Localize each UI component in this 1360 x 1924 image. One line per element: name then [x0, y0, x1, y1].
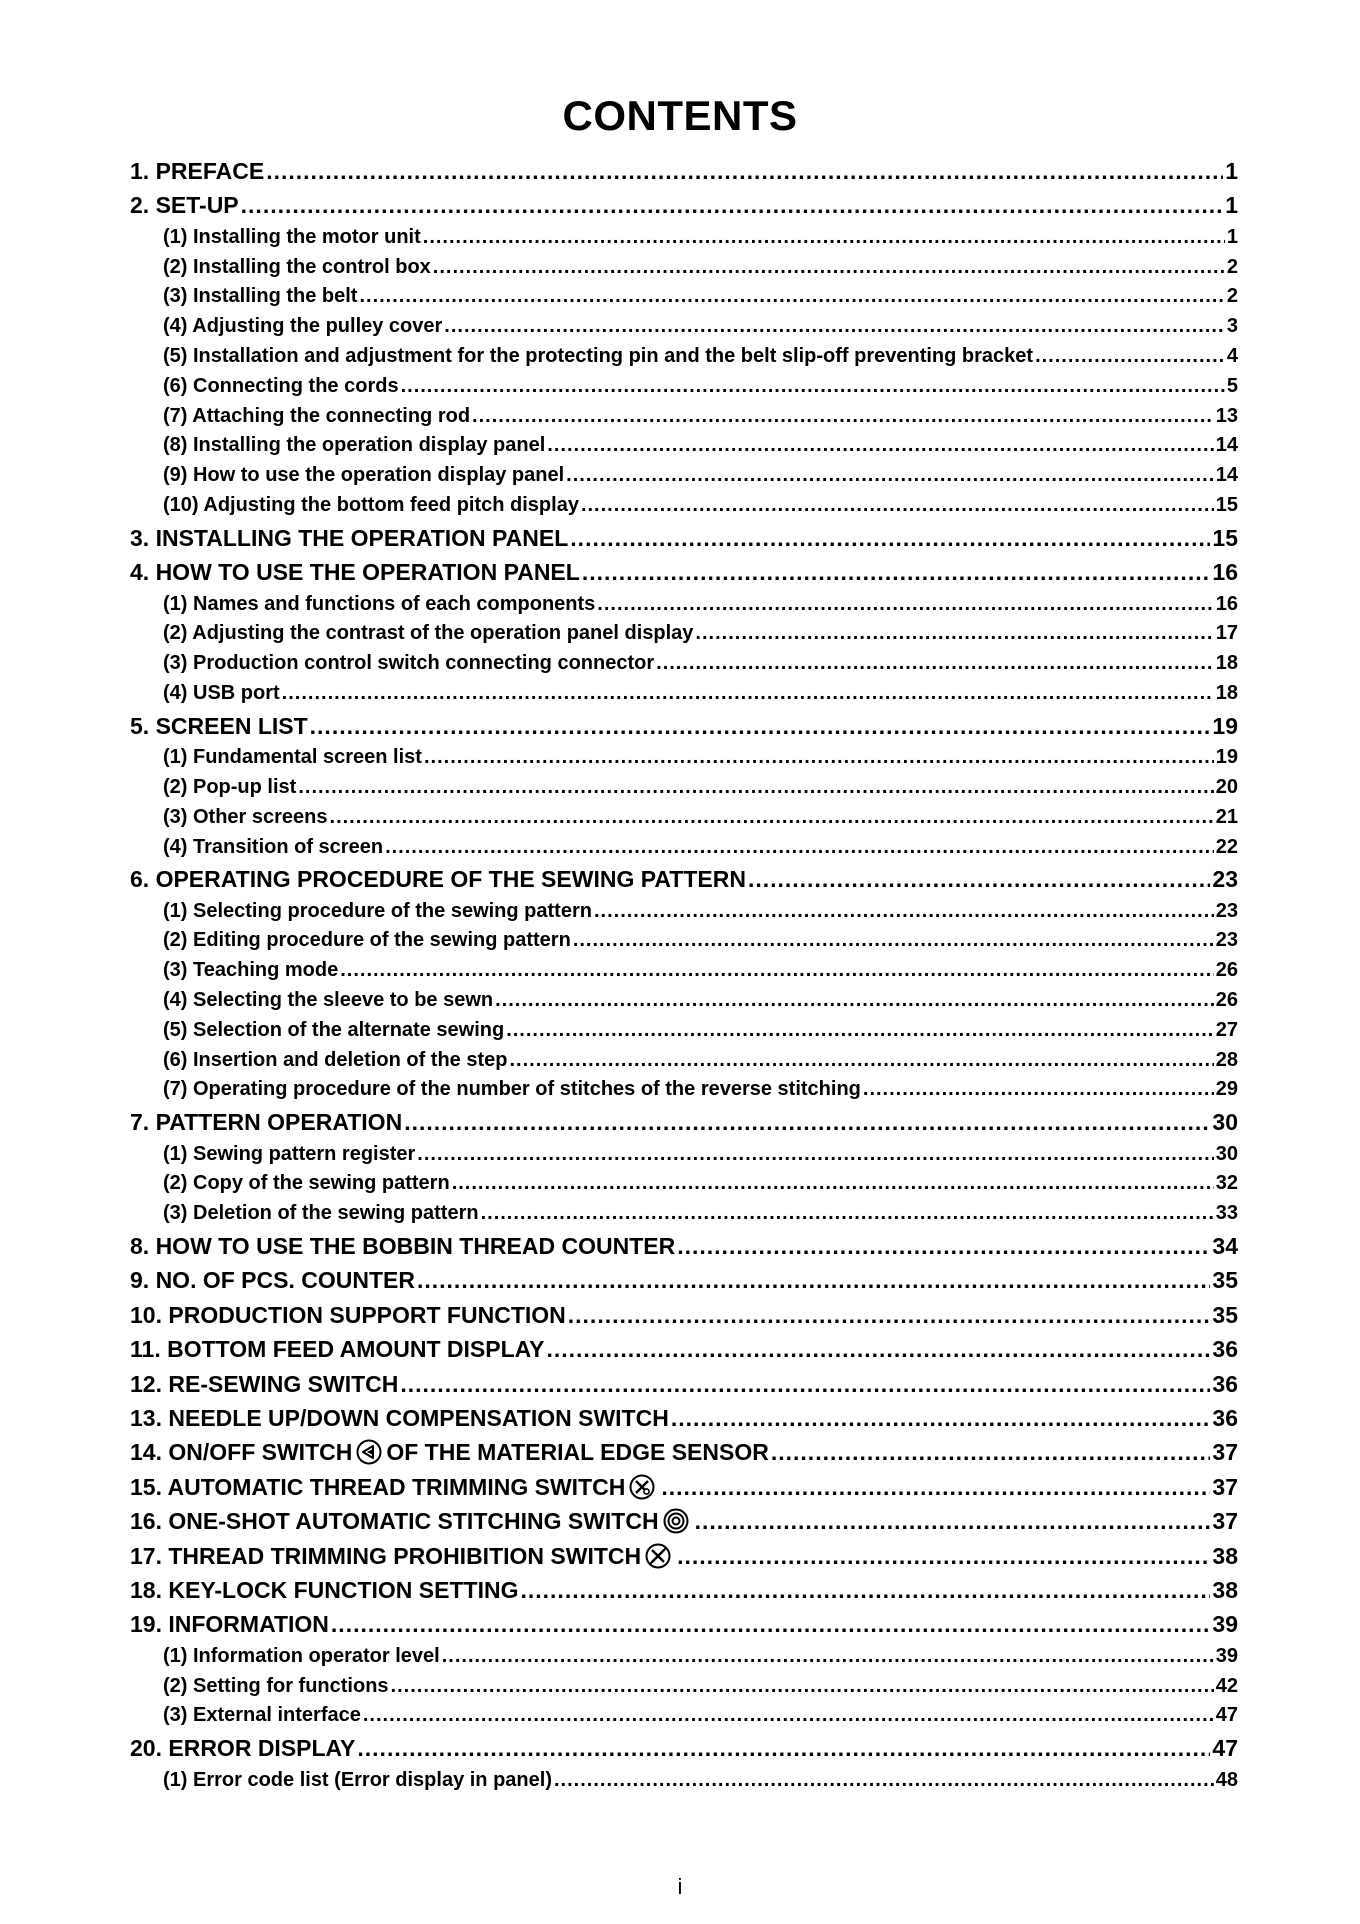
dot-leader: [520, 1573, 1210, 1607]
toc-subsection-entry[interactable]: [130, 619, 1238, 649]
entry-title-text: (1) Installing the motor unit: [163, 225, 421, 248]
entry-title: [130, 555, 580, 589]
entry-title: [163, 803, 328, 833]
entry-page-number: 48: [1215, 1768, 1238, 1791]
toc-section-entry[interactable]: [130, 521, 1238, 555]
entry-title: [130, 1263, 415, 1297]
entry-page-number: 30: [1212, 1109, 1238, 1136]
entry-page-number: 32: [1215, 1172, 1238, 1195]
toc-subsection-entry[interactable]: [130, 491, 1238, 521]
toc-subsection-entry[interactable]: [130, 590, 1238, 620]
entry-title-text: (1) Names and functions of each components: [163, 592, 596, 615]
dot-leader: [656, 649, 1214, 679]
entry-title: [163, 282, 357, 312]
entry-title: [163, 372, 399, 402]
dot-leader: [385, 833, 1214, 863]
entry-page-number: 23: [1215, 899, 1238, 922]
entry-page-number: 2: [1226, 285, 1238, 308]
entry-title-text: 19. INFORMATION: [130, 1611, 329, 1638]
entry-title: [163, 1766, 552, 1796]
dot-leader: [495, 986, 1214, 1016]
entry-title: [163, 743, 422, 773]
entry-title-text: 11. BOTTOM FEED AMOUNT DISPLAY: [130, 1336, 545, 1363]
entry-title: [130, 154, 264, 188]
entry-title-text: 7. PATTERN OPERATION: [130, 1109, 403, 1136]
entry-page-number: 29: [1215, 1078, 1238, 1101]
entry-title-text: (5) Installation and adjustment for the protecting pin and the belt slip-off preventing bracket: [163, 344, 1034, 367]
entry-page-number: 5: [1226, 374, 1238, 397]
entry-title-text: (2) Pop-up list: [163, 775, 297, 798]
entry-title-text: 1. PREFACE: [130, 158, 265, 184]
dot-leader: [452, 1169, 1214, 1199]
entry-title-text: 3. INSTALLING THE OPERATION PANEL: [130, 524, 569, 551]
dot-leader: [677, 1229, 1210, 1263]
entry-page-number: 16: [1215, 592, 1238, 615]
dot-leader: [1035, 342, 1225, 372]
entry-page-number: 36: [1212, 1336, 1238, 1363]
entry-page-number: 47: [1215, 1704, 1238, 1727]
dot-leader: [677, 1539, 1210, 1573]
entry-page-number: 1: [1226, 225, 1238, 248]
entry-page-number: 2: [1226, 255, 1238, 278]
toc-subsection-entry[interactable]: [130, 1642, 1238, 1672]
entry-title: [163, 1046, 507, 1076]
entry-title-text: (1) Selecting procedure of the sewing pattern: [163, 899, 592, 922]
dot-leader: [695, 619, 1213, 649]
toc-subsection-entry[interactable]: [130, 803, 1238, 833]
entry-page-number: 14: [1215, 434, 1238, 457]
entry-title-text: 8. HOW TO USE THE BOBBIN THREAD COUNTER: [130, 1233, 676, 1260]
toc-subsection-entry[interactable]: [130, 1766, 1238, 1796]
entry-title-text: (2) Installing the control box: [163, 255, 431, 278]
toc-subsection-entry[interactable]: [130, 1016, 1238, 1046]
entry-title-text: (7) Attaching the connecting rod: [163, 404, 471, 427]
dot-leader: [695, 1504, 1211, 1538]
toc-section-entry[interactable]: [130, 1539, 1238, 1573]
entry-title-text: (10) Adjusting the bottom feed pitch display: [163, 493, 579, 516]
entry-title: [163, 491, 579, 521]
entry-page-number: 30: [1215, 1142, 1238, 1165]
entry-page-number: 13: [1215, 404, 1238, 427]
entry-title-text: (4) Adjusting the pulley cover: [163, 315, 443, 338]
entry-title: [163, 1672, 389, 1702]
entry-title: [163, 1075, 861, 1105]
entry-page-number: 20: [1215, 775, 1238, 798]
entry-title: [130, 1539, 675, 1573]
dot-leader: [597, 590, 1213, 620]
entry-page-number: 28: [1215, 1048, 1238, 1071]
toc-subsection-entry[interactable]: [130, 282, 1238, 312]
entry-page-number: 35: [1212, 1267, 1238, 1294]
toc-subsection-entry[interactable]: [130, 461, 1238, 491]
dot-leader: [423, 223, 1225, 253]
entry-title: [130, 862, 746, 896]
dot-leader: [357, 1731, 1210, 1765]
toc-section-entry[interactable]: [130, 1470, 1238, 1504]
entry-page-number: 22: [1215, 835, 1238, 858]
entry-page-number: 17: [1215, 622, 1238, 645]
toc-section-entry[interactable]: [130, 1229, 1238, 1263]
entry-page-number: 3: [1226, 315, 1238, 338]
toc-section-entry[interactable]: [130, 1504, 1238, 1538]
entry-title-text: 17. THREAD TRIMMING PROHIBITION SWITCH: [130, 1542, 642, 1569]
entry-title: [163, 223, 421, 253]
dot-leader: [568, 1298, 1211, 1332]
entry-title: [163, 1199, 479, 1229]
entry-page-number: 15: [1212, 524, 1238, 551]
dot-leader: [506, 1016, 1214, 1046]
toc-section-entry[interactable]: [130, 154, 1238, 188]
entry-title: [163, 833, 383, 863]
entry-title-text: (3) External interface: [163, 1704, 361, 1727]
entry-page-number: 39: [1215, 1644, 1238, 1667]
dot-leader: [444, 312, 1225, 342]
entry-title: [163, 986, 493, 1016]
entry-page-number: 19: [1212, 712, 1238, 739]
entry-title-text: 2. SET-UP: [130, 192, 239, 219]
entry-title: [130, 1401, 669, 1435]
entry-title: [130, 1105, 402, 1139]
entry-title-text: (3) Other screens: [163, 805, 328, 828]
dot-leader: [863, 1075, 1214, 1105]
dot-leader: [417, 1263, 1210, 1297]
entry-title-text: 18. KEY-LOCK FUNCTION SETTING: [130, 1576, 519, 1603]
toc-section-entry[interactable]: [130, 1731, 1238, 1765]
toc-subsection-entry[interactable]: [130, 402, 1238, 432]
entry-title-text: (7) Operating procedure of the number of stitches of the reverse stitching: [163, 1078, 861, 1101]
dot-leader: [481, 1199, 1214, 1229]
dot-leader: [671, 1401, 1211, 1435]
entry-title: [163, 1701, 361, 1731]
entry-title: [163, 619, 693, 649]
toc-subsection-entry[interactable]: [130, 372, 1238, 402]
toc-section-entry[interactable]: [130, 188, 1238, 222]
entry-title: [163, 1642, 440, 1672]
entry-page-number: 1: [1225, 192, 1238, 219]
entry-page-number: 1: [1225, 158, 1238, 184]
dot-leader: [340, 956, 1214, 986]
entry-title-text: (2) Copy of the sewing pattern: [163, 1172, 450, 1195]
entry-page-number: 14: [1215, 464, 1238, 487]
entry-page-number: 18: [1215, 681, 1238, 704]
toc-subsection-entry[interactable]: [130, 897, 1238, 927]
entry-title-text: (4) USB port: [163, 681, 280, 704]
entry-page-number: 27: [1215, 1018, 1238, 1041]
entry-title-text: 15. AUTOMATIC THREAD TRIMMING SWITCH: [130, 1473, 626, 1500]
dot-leader: [298, 773, 1213, 803]
entry-title-text: (3) Installing the belt: [163, 285, 358, 308]
dot-leader: [661, 1470, 1210, 1504]
toc-subsection-entry[interactable]: [130, 342, 1238, 372]
entry-page-number: 4: [1226, 344, 1238, 367]
dot-leader: [363, 1701, 1214, 1731]
toc-subsection-entry[interactable]: [130, 743, 1238, 773]
toc-subsection-entry[interactable]: [130, 833, 1238, 863]
toc-subsection-entry[interactable]: [130, 773, 1238, 803]
entry-title-text: 12. RE-SEWING SWITCH: [130, 1370, 399, 1397]
entry-page-number: 37: [1212, 1439, 1238, 1466]
entry-title-text: (9) How to use the operation display panel: [163, 464, 565, 487]
entry-page-number: 26: [1215, 959, 1238, 982]
dot-leader: [401, 372, 1225, 402]
entry-title-text: (2) Setting for functions: [163, 1674, 389, 1697]
entry-page-number: 36: [1212, 1405, 1238, 1431]
toc-subsection-entry[interactable]: [130, 431, 1238, 461]
toc-subsection-entry[interactable]: [130, 1199, 1238, 1229]
entry-title: [130, 1332, 544, 1366]
toc-section-entry[interactable]: [130, 1367, 1238, 1401]
entry-title: [130, 1607, 329, 1641]
toc-subsection-entry[interactable]: [130, 986, 1238, 1016]
dot-leader: [310, 709, 1211, 743]
entry-page-number: 21: [1215, 805, 1238, 828]
entry-title: [163, 1016, 504, 1046]
entry-page-number: 37: [1212, 1508, 1238, 1535]
entry-title: [163, 926, 571, 956]
toc-subsection-entry[interactable]: [130, 926, 1238, 956]
entry-title-text: 5. SCREEN LIST: [130, 712, 308, 739]
dot-leader: [570, 521, 1210, 555]
page-number: i: [677, 1874, 683, 1899]
entry-page-number: 47: [1212, 1735, 1238, 1762]
entry-title-text: (1) Sewing pattern register: [163, 1142, 416, 1165]
toc-section-entry[interactable]: [130, 1263, 1238, 1297]
entry-title-text: 9. NO. OF PCS. COUNTER: [130, 1267, 415, 1294]
entry-page-number: 15: [1215, 493, 1238, 516]
entry-title-text: 14. ON/OFF SWITCH: [130, 1439, 353, 1466]
dot-leader: [417, 1140, 1213, 1170]
entry-page-number: 19: [1215, 746, 1238, 769]
entry-page-number: 18: [1215, 652, 1238, 675]
dot-leader: [433, 253, 1225, 283]
dot-leader: [241, 188, 1224, 222]
toc-section-entry[interactable]: [130, 1401, 1238, 1435]
dot-leader: [266, 154, 1223, 188]
toc-subsection-entry[interactable]: [130, 1046, 1238, 1076]
toc-subsection-entry[interactable]: [130, 312, 1238, 342]
one-shot-stitching-icon: [663, 1508, 689, 1534]
toc-section-entry[interactable]: [130, 709, 1238, 743]
toc-section-entry[interactable]: [130, 1607, 1238, 1641]
dot-leader: [594, 897, 1214, 927]
entry-title-text: (2) Adjusting the contrast of the operation panel display: [163, 622, 694, 645]
entry-title: [130, 1367, 398, 1401]
entry-title: [130, 1470, 659, 1504]
entry-title: [130, 1229, 675, 1263]
dot-leader: [331, 1607, 1210, 1641]
entry-title-text: (2) Editing procedure of the sewing pattern: [163, 929, 571, 952]
entry-title-text: (1) Error code list (Error display in panel): [163, 1768, 552, 1791]
dot-leader: [581, 491, 1214, 521]
dot-leader: [566, 461, 1214, 491]
entry-title-text: (3) Production control switch connecting connector: [163, 652, 655, 675]
entry-page-number: 38: [1212, 1576, 1238, 1603]
entry-title-text: (6) Insertion and deletion of the step: [163, 1048, 508, 1071]
page-title: CONTENTS: [562, 92, 798, 139]
dot-leader: [554, 1766, 1214, 1796]
dot-leader: [400, 1367, 1210, 1401]
entry-title-text: 16. ONE-SHOT AUTOMATIC STITCHING SWITCH: [130, 1508, 659, 1535]
dot-leader: [509, 1046, 1213, 1076]
entry-page-number: 23: [1212, 866, 1238, 893]
entry-page-number: 23: [1215, 929, 1238, 952]
toc-subsection-entry[interactable]: [130, 1701, 1238, 1731]
toc-subsection-entry[interactable]: [130, 253, 1238, 283]
entry-title-text: 4. HOW TO USE THE OPERATION PANEL: [130, 559, 580, 586]
dot-leader: [547, 431, 1213, 461]
dot-leader: [748, 862, 1210, 896]
toc-subsection-entry[interactable]: [130, 1169, 1238, 1199]
entry-title: [163, 342, 1033, 372]
toc-section-entry[interactable]: [130, 862, 1238, 896]
dot-leader: [404, 1105, 1210, 1139]
toc-section-entry[interactable]: [130, 1332, 1238, 1366]
entry-title: [130, 188, 239, 222]
toc-section-entry[interactable]: [130, 1435, 1238, 1469]
entry-title-text: 13. NEEDLE UP/DOWN COMPENSATION SWITCH: [130, 1405, 669, 1431]
entry-title-text: (4) Transition of screen: [163, 835, 384, 858]
entry-title-text-continued: OF THE MATERIAL EDGE SENSOR: [386, 1439, 769, 1466]
entry-title-text: (5) Selection of the alternate sewing: [163, 1018, 505, 1041]
toc-subsection-entry[interactable]: [130, 649, 1238, 679]
entry-page-number: 37: [1212, 1473, 1238, 1500]
toc-subsection-entry[interactable]: [130, 1140, 1238, 1170]
entry-title: [130, 1573, 518, 1607]
entry-page-number: 38: [1212, 1542, 1238, 1569]
entry-page-number: 16: [1212, 559, 1238, 586]
entry-page-number: 26: [1215, 989, 1238, 1012]
entry-title: [163, 312, 442, 342]
entry-title: [163, 649, 654, 679]
dot-leader: [359, 282, 1224, 312]
toc-section-entry[interactable]: [130, 1105, 1238, 1139]
entry-title: [163, 1169, 450, 1199]
entry-title-text: (6) Connecting the cords: [163, 374, 399, 397]
entry-title: [130, 1298, 566, 1332]
entry-title: [163, 253, 431, 283]
trimming-prohibition-icon: [645, 1543, 671, 1569]
table-of-contents: [130, 154, 1238, 1795]
entry-title-text: 10. PRODUCTION SUPPORT FUNCTION: [130, 1301, 566, 1328]
toc-subsection-entry[interactable]: [130, 1672, 1238, 1702]
entry-title: [130, 1504, 693, 1538]
entry-title-text: (1) Information operator level: [163, 1644, 440, 1667]
entry-title: [163, 461, 564, 491]
toc-section-entry[interactable]: [130, 555, 1238, 589]
entry-page-number: 42: [1215, 1674, 1238, 1697]
toc-subsection-entry[interactable]: [130, 1075, 1238, 1105]
entry-title-text: (3) Deletion of the sewing pattern: [163, 1202, 479, 1225]
dot-leader: [472, 402, 1214, 432]
toc-subsection-entry[interactable]: [130, 956, 1238, 986]
toc-section-entry[interactable]: [130, 1573, 1238, 1607]
entry-title: [163, 402, 470, 432]
dot-leader: [771, 1435, 1211, 1469]
entry-title: [163, 897, 592, 927]
entry-title-text: (1) Fundamental screen list: [163, 746, 422, 769]
entry-title-text: 6. OPERATING PROCEDURE OF THE SEWING PATTERN: [130, 866, 746, 893]
entry-title-text: (3) Teaching mode: [163, 959, 339, 982]
entry-title: [130, 709, 308, 743]
entry-title: [163, 773, 296, 803]
entry-page-number: 35: [1212, 1301, 1238, 1328]
entry-title: [130, 1435, 769, 1469]
dot-leader: [582, 555, 1211, 589]
toc-subsection-entry[interactable]: [130, 679, 1238, 709]
dot-leader: [442, 1642, 1214, 1672]
entry-title-text: 20. ERROR DISPLAY: [130, 1735, 356, 1762]
thread-trimming-icon: [629, 1474, 655, 1500]
dot-leader: [282, 679, 1214, 709]
entry-title: [163, 590, 595, 620]
entry-title: [163, 431, 545, 461]
entry-title: [130, 1731, 355, 1765]
edge-sensor-icon: [356, 1439, 382, 1465]
entry-title: [163, 956, 338, 986]
entry-page-number: 36: [1212, 1370, 1238, 1397]
dot-leader: [330, 803, 1214, 833]
entry-title: [130, 521, 568, 555]
entry-title: [163, 679, 280, 709]
entry-title-text: (8) Installing the operation display panel: [163, 434, 546, 457]
entry-page-number: 33: [1215, 1202, 1238, 1225]
dot-leader: [424, 743, 1214, 773]
toc-subsection-entry[interactable]: [130, 223, 1238, 253]
entry-page-number: 39: [1212, 1611, 1238, 1638]
dot-leader: [546, 1332, 1210, 1366]
dot-leader: [391, 1672, 1214, 1702]
dot-leader: [573, 926, 1214, 956]
toc-section-entry[interactable]: [130, 1298, 1238, 1332]
entry-page-number: 34: [1212, 1233, 1238, 1260]
entry-title: [163, 1140, 415, 1170]
entry-title-text: (4) Selecting the sleeve to be sewn: [163, 989, 494, 1012]
